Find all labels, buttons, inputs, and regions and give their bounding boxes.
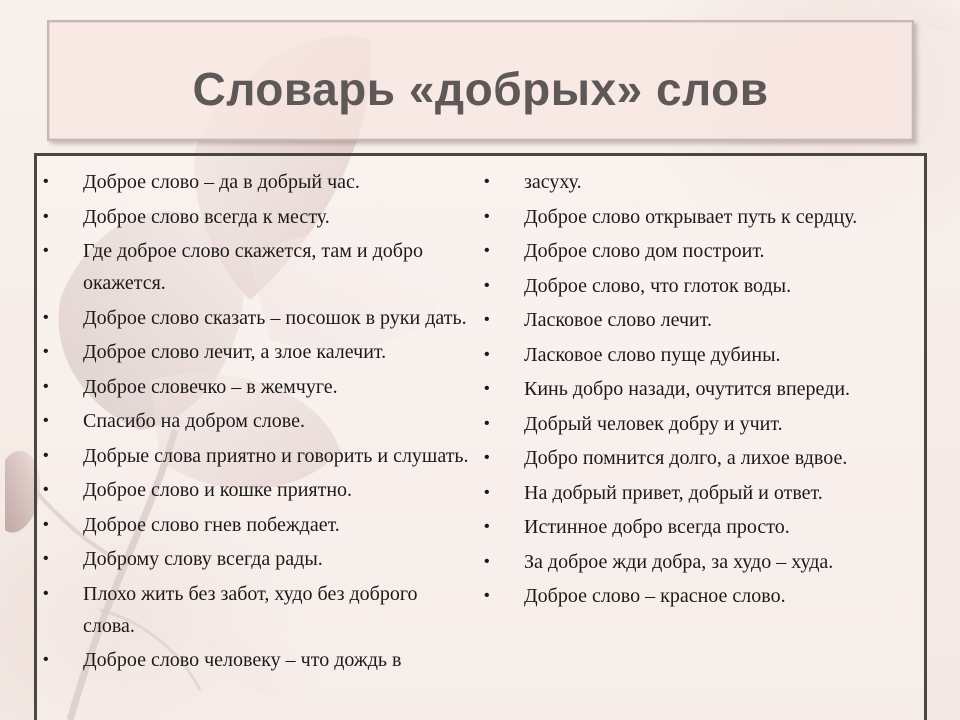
bullet-icon: • (43, 515, 49, 533)
bullet-icon: • (484, 345, 490, 363)
proverb-text: Где доброе слово скажется, там и добро окажется. (83, 240, 423, 294)
proverb-item (41, 235, 471, 299)
proverb-item (482, 511, 922, 543)
proverb-text: Плохо жить без забот, худо без доброго слова. (83, 582, 418, 637)
proverb-item (41, 474, 471, 506)
bullet-icon: • (43, 242, 49, 259)
proverb-text: Доброе слово дом построит. (524, 240, 765, 262)
proverb-text: Ласковое слово лечит. (524, 309, 712, 331)
proverb-item (482, 580, 922, 612)
proverb-item (41, 509, 471, 541)
proverb-item (41, 644, 471, 676)
bullet-icon: • (484, 552, 490, 570)
bullet-icon: • (484, 173, 490, 190)
bullet-icon: • (43, 446, 49, 464)
proverb-text: Доброе слово открывает путь к сердцу. (524, 205, 858, 228)
bullet-icon: • (43, 308, 49, 326)
title-box (47, 20, 914, 141)
proverb-item (41, 336, 471, 368)
proverb-text: Доброе слово и кошке приятно. (83, 479, 353, 501)
proverb-item (482, 270, 922, 302)
proverb-text: За доброе жди добра, за худо – худа. (524, 550, 834, 573)
proverb-text: Доброе слово гнев побеждает. (83, 513, 340, 536)
proverb-item (482, 201, 922, 233)
proverb-text: Добрый человек добру и учит. (524, 412, 783, 435)
proverb-text: Доброе слово – да в добрый час. (83, 171, 360, 193)
proverb-item (482, 339, 922, 371)
proverb-text: Ласковое слово пуще дубины. (524, 343, 781, 366)
proverb-text: Доброе слово всегда к месту. (83, 205, 330, 228)
slide-title: Словарь «добрых» слов (192, 63, 769, 115)
bullet-icon: • (484, 311, 490, 328)
bullet-icon: • (43, 207, 49, 225)
bullet-icon: • (43, 584, 49, 602)
proverb-text: Доброе слово сказать – посошок в руки дать. (83, 306, 467, 329)
bullet-icon: • (484, 276, 490, 294)
proverb-text: Доброе слово человеку – что дождь в (83, 649, 402, 671)
proverb-text: засуху. (524, 171, 582, 193)
proverb-item (482, 304, 922, 336)
bullet-icon: • (43, 481, 49, 498)
proverb-item (482, 477, 922, 509)
bullet-icon: • (43, 550, 49, 567)
bullet-icon: • (43, 377, 49, 395)
proverb-text: Истинное добро всегда просто. (524, 516, 790, 538)
bullet-icon: • (484, 449, 490, 466)
bullet-icon: • (484, 242, 490, 259)
proverb-item (41, 440, 471, 472)
proverb-item (41, 166, 471, 198)
bullet-icon: • (43, 651, 49, 668)
proverb-text: Доброе слово – красное слово. (524, 585, 786, 607)
proverb-item (41, 371, 471, 403)
proverb-text: Добро помнится долго, а лихое вдвое. (524, 447, 848, 469)
proverb-text: Доброе слово лечит, а злое калечит. (83, 341, 387, 363)
proverb-item (41, 578, 471, 642)
proverb-item (41, 201, 471, 233)
bullet-icon: • (43, 412, 49, 429)
proverb-item (41, 302, 471, 334)
proverb-item (482, 442, 922, 474)
proverb-item (482, 373, 922, 405)
bullet-icon: • (484, 483, 490, 501)
proverb-item (482, 408, 922, 440)
proverb-list-right (482, 166, 922, 615)
proverb-list-left (41, 166, 471, 679)
proverb-text: Кинь добро назади, очутится впереди. (524, 378, 851, 400)
proverb-text: Доброе словечко – в жемчуге. (83, 375, 338, 398)
proverb-item (41, 405, 471, 437)
proverb-item (482, 546, 922, 578)
bullet-icon: • (43, 173, 49, 190)
content-box (34, 153, 927, 720)
proverb-text: Добрые слова приятно и говорить и слушать. (83, 444, 469, 467)
proverb-item (41, 543, 471, 575)
bullet-icon: • (43, 343, 49, 360)
bullet-icon: • (484, 587, 490, 604)
bullet-icon: • (484, 414, 490, 432)
proverb-text: Спасибо на добром слове. (83, 410, 305, 432)
proverb-text: Доброму слову всегда рады. (83, 548, 323, 570)
proverb-item (482, 235, 922, 267)
bullet-icon: • (484, 380, 490, 397)
proverb-text: Доброе слово, что глоток воды. (524, 274, 792, 297)
bullet-icon: • (484, 207, 490, 225)
proverb-text: На добрый привет, добрый и ответ. (524, 481, 823, 504)
bullet-icon: • (484, 518, 490, 535)
proverb-item (482, 166, 922, 198)
